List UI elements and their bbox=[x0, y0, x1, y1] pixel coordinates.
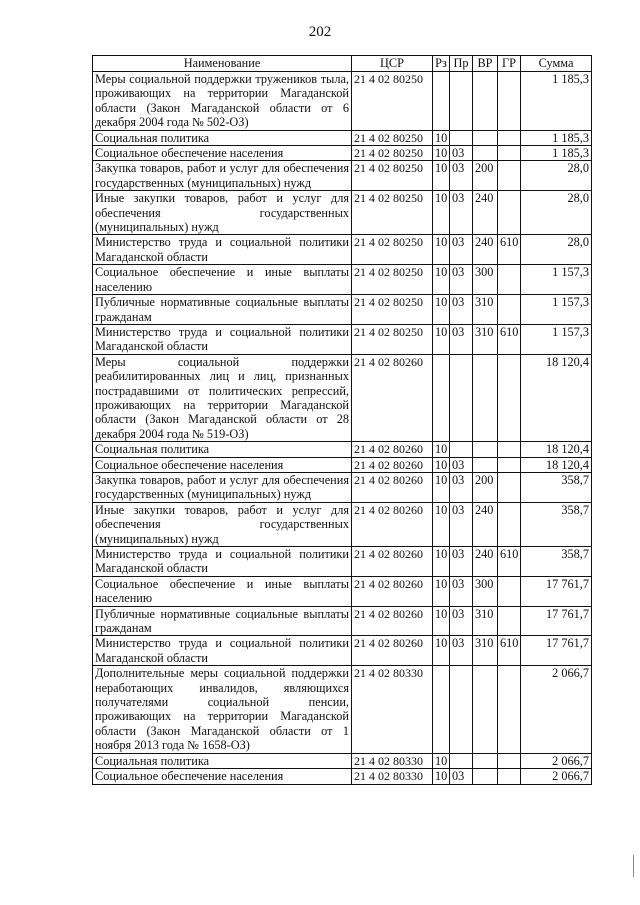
cell-sum: 358,7 bbox=[521, 472, 592, 502]
cell-name: Иные закупки товаров, работ и услуг для обеспечения государственных (муниципальных) нужд bbox=[93, 502, 352, 546]
header-name: Наименование bbox=[93, 56, 352, 72]
cell-gr bbox=[498, 442, 521, 457]
cell-gr bbox=[498, 265, 521, 295]
cell-csr: 21 4 02 80250 bbox=[352, 191, 433, 235]
cell-name: Социальная политика bbox=[93, 753, 352, 768]
cell-gr bbox=[498, 457, 521, 472]
header-csr: ЦСР bbox=[352, 56, 433, 72]
cell-gr bbox=[498, 146, 521, 161]
cell-sum: 28,0 bbox=[521, 191, 592, 235]
cell-gr bbox=[498, 502, 521, 546]
table-body bbox=[93, 72, 592, 785]
table-row bbox=[93, 502, 592, 546]
cell-csr: 21 4 02 80260 bbox=[352, 636, 433, 666]
cell-csr: 21 4 02 80260 bbox=[352, 354, 433, 441]
cell-rz: 10 bbox=[433, 161, 450, 191]
cell-pr: 03 bbox=[450, 191, 473, 235]
table-row bbox=[93, 130, 592, 145]
cell-rz: 10 bbox=[433, 265, 450, 295]
cell-vr: 240 bbox=[473, 547, 498, 577]
cell-name: Министерство труда и социальной политики Магаданской области bbox=[93, 636, 352, 666]
cell-pr: 03 bbox=[450, 576, 473, 606]
table-header bbox=[93, 56, 592, 72]
table-row bbox=[93, 324, 592, 354]
cell-name: Социальное обеспечение населения bbox=[93, 146, 352, 161]
cell-rz: 10 bbox=[433, 324, 450, 354]
cell-rz: 10 bbox=[433, 636, 450, 666]
cell-gr bbox=[498, 769, 521, 784]
cell-rz bbox=[433, 354, 450, 441]
cell-vr bbox=[473, 354, 498, 441]
cell-sum: 18 120,4 bbox=[521, 457, 592, 472]
table-row bbox=[93, 547, 592, 577]
table-row bbox=[93, 235, 592, 265]
cell-name: Социальное обеспечение и иные выплаты населению bbox=[93, 265, 352, 295]
cell-vr: 310 bbox=[473, 295, 498, 325]
cell-sum: 2 066,7 bbox=[521, 769, 592, 784]
cell-vr: 310 bbox=[473, 636, 498, 666]
cell-name: Закупка товаров, работ и услуг для обеспечения государственных (муниципальных) нужд bbox=[93, 472, 352, 502]
cell-gr: 610 bbox=[498, 235, 521, 265]
cell-rz bbox=[433, 72, 450, 131]
cell-gr bbox=[498, 191, 521, 235]
cell-name: Закупка товаров, работ и услуг для обеспечения государственных (муниципальных) нужд bbox=[93, 161, 352, 191]
cell-csr: 21 4 02 80330 bbox=[352, 769, 433, 784]
cell-name: Меры социальной поддержки тружеников тыла, проживающих на территории Магаданской области (Закон Магаданской области от 6 декабря 2004 года № 502-ОЗ) bbox=[93, 72, 352, 131]
table-row bbox=[93, 769, 592, 784]
table-row bbox=[93, 146, 592, 161]
cell-rz: 10 bbox=[433, 753, 450, 768]
cell-vr: 310 bbox=[473, 324, 498, 354]
cell-vr bbox=[473, 753, 498, 768]
cell-pr: 03 bbox=[450, 769, 473, 784]
cell-gr bbox=[498, 295, 521, 325]
header-gr: ГР bbox=[498, 56, 521, 72]
cell-name: Министерство труда и социальной политики Магаданской области bbox=[93, 235, 352, 265]
cell-csr: 21 4 02 80250 bbox=[352, 130, 433, 145]
cell-pr: 03 bbox=[450, 606, 473, 636]
budget-table bbox=[92, 55, 592, 785]
cell-pr: 03 bbox=[450, 146, 473, 161]
cell-sum: 18 120,4 bbox=[521, 442, 592, 457]
cell-rz: 10 bbox=[433, 235, 450, 265]
cell-name: Министерство труда и социальной политики Магаданской области bbox=[93, 547, 352, 577]
table-row bbox=[93, 295, 592, 325]
cell-csr: 21 4 02 80260 bbox=[352, 576, 433, 606]
table-row bbox=[93, 636, 592, 666]
cell-sum: 1 185,3 bbox=[521, 130, 592, 145]
scan-edge-mark bbox=[633, 855, 634, 877]
table-row bbox=[93, 753, 592, 768]
cell-gr bbox=[498, 130, 521, 145]
cell-name: Социальная политика bbox=[93, 442, 352, 457]
cell-vr: 200 bbox=[473, 161, 498, 191]
cell-name: Министерство труда и социальной политики Магаданской области bbox=[93, 324, 352, 354]
cell-gr: 610 bbox=[498, 636, 521, 666]
cell-pr: 03 bbox=[450, 235, 473, 265]
cell-csr: 21 4 02 80250 bbox=[352, 295, 433, 325]
cell-sum: 1 157,3 bbox=[521, 324, 592, 354]
cell-rz: 10 bbox=[433, 547, 450, 577]
cell-gr bbox=[498, 606, 521, 636]
header-vr: ВР bbox=[473, 56, 498, 72]
cell-pr: 03 bbox=[450, 547, 473, 577]
cell-gr: 610 bbox=[498, 324, 521, 354]
table-row bbox=[93, 191, 592, 235]
cell-pr bbox=[450, 72, 473, 131]
header-rz: Рз bbox=[433, 56, 450, 72]
cell-vr bbox=[473, 130, 498, 145]
table-row bbox=[93, 72, 592, 131]
cell-rz: 10 bbox=[433, 146, 450, 161]
cell-rz: 10 bbox=[433, 191, 450, 235]
header-pr: Пр bbox=[450, 56, 473, 72]
cell-vr: 310 bbox=[473, 606, 498, 636]
cell-vr: 200 bbox=[473, 472, 498, 502]
cell-vr bbox=[473, 442, 498, 457]
cell-csr: 21 4 02 80260 bbox=[352, 502, 433, 546]
cell-vr: 240 bbox=[473, 191, 498, 235]
cell-sum: 17 761,7 bbox=[521, 606, 592, 636]
table-row bbox=[93, 354, 592, 441]
cell-sum: 28,0 bbox=[521, 161, 592, 191]
cell-pr: 03 bbox=[450, 502, 473, 546]
cell-name: Социальное обеспечение населения bbox=[93, 457, 352, 472]
cell-sum: 2 066,7 bbox=[521, 666, 592, 753]
table-row bbox=[93, 606, 592, 636]
cell-sum: 1 185,3 bbox=[521, 72, 592, 131]
cell-pr bbox=[450, 753, 473, 768]
cell-sum: 1 157,3 bbox=[521, 265, 592, 295]
cell-sum: 28,0 bbox=[521, 235, 592, 265]
cell-pr: 03 bbox=[450, 265, 473, 295]
header-sum: Сумма bbox=[521, 56, 592, 72]
cell-name: Социальное обеспечение и иные выплаты населению bbox=[93, 576, 352, 606]
cell-sum: 18 120,4 bbox=[521, 354, 592, 441]
cell-csr: 21 4 02 80260 bbox=[352, 547, 433, 577]
table-row bbox=[93, 161, 592, 191]
cell-rz: 10 bbox=[433, 457, 450, 472]
cell-pr bbox=[450, 666, 473, 753]
cell-csr: 21 4 02 80250 bbox=[352, 235, 433, 265]
cell-rz: 10 bbox=[433, 769, 450, 784]
cell-rz: 10 bbox=[433, 442, 450, 457]
cell-rz: 10 bbox=[433, 130, 450, 145]
cell-csr: 21 4 02 80260 bbox=[352, 442, 433, 457]
table-row bbox=[93, 265, 592, 295]
cell-rz bbox=[433, 666, 450, 753]
cell-name: Меры социальной поддержки реабилитированных лиц и лиц, признанных пострадавшими от политических репрессий, проживающих на территории Магаданской области (Закон Магаданской области от 28 декабря 2004 года № 519-ОЗ) bbox=[93, 354, 352, 441]
cell-vr bbox=[473, 457, 498, 472]
cell-name: Иные закупки товаров, работ и услуг для обеспечения государственных (муниципальных) нужд bbox=[93, 191, 352, 235]
table-row bbox=[93, 457, 592, 472]
cell-gr bbox=[498, 72, 521, 131]
cell-gr bbox=[498, 472, 521, 502]
cell-gr bbox=[498, 161, 521, 191]
cell-sum: 1 157,3 bbox=[521, 295, 592, 325]
cell-vr bbox=[473, 666, 498, 753]
cell-gr bbox=[498, 576, 521, 606]
cell-pr bbox=[450, 442, 473, 457]
cell-name: Социальная политика bbox=[93, 130, 352, 145]
cell-vr: 300 bbox=[473, 576, 498, 606]
cell-vr bbox=[473, 72, 498, 131]
cell-csr: 21 4 02 80250 bbox=[352, 324, 433, 354]
cell-gr bbox=[498, 666, 521, 753]
cell-rz: 10 bbox=[433, 502, 450, 546]
cell-sum: 1 185,3 bbox=[521, 146, 592, 161]
cell-pr: 03 bbox=[450, 324, 473, 354]
cell-csr: 21 4 02 80250 bbox=[352, 72, 433, 131]
cell-vr bbox=[473, 769, 498, 784]
cell-csr: 21 4 02 80250 bbox=[352, 161, 433, 191]
cell-csr: 21 4 02 80260 bbox=[352, 457, 433, 472]
page-number: 202 bbox=[308, 24, 332, 40]
cell-rz: 10 bbox=[433, 295, 450, 325]
cell-rz: 10 bbox=[433, 576, 450, 606]
cell-gr bbox=[498, 753, 521, 768]
cell-vr bbox=[473, 146, 498, 161]
cell-pr: 03 bbox=[450, 636, 473, 666]
table-row bbox=[93, 472, 592, 502]
cell-gr: 610 bbox=[498, 547, 521, 577]
table-row bbox=[93, 666, 592, 753]
cell-csr: 21 4 02 80330 bbox=[352, 753, 433, 768]
cell-pr: 03 bbox=[450, 472, 473, 502]
cell-rz: 10 bbox=[433, 472, 450, 502]
cell-name: Дополнительные меры социальной поддержки неработающих инвалидов, являющихся получателями социальной пенсии, проживающих на территории Магаданской области (Закон Магаданской области от 1 ноября 2013 года № 1658-ОЗ) bbox=[93, 666, 352, 753]
cell-name: Публичные нормативные социальные выплаты гражданам bbox=[93, 606, 352, 636]
cell-name: Публичные нормативные социальные выплаты гражданам bbox=[93, 295, 352, 325]
table-row bbox=[93, 442, 592, 457]
cell-csr: 21 4 02 80260 bbox=[352, 472, 433, 502]
cell-sum: 17 761,7 bbox=[521, 636, 592, 666]
cell-pr bbox=[450, 130, 473, 145]
table-row bbox=[93, 576, 592, 606]
cell-csr: 21 4 02 80260 bbox=[352, 606, 433, 636]
header-row bbox=[93, 56, 592, 72]
cell-gr bbox=[498, 354, 521, 441]
cell-pr: 03 bbox=[450, 295, 473, 325]
cell-sum: 358,7 bbox=[521, 502, 592, 546]
cell-csr: 21 4 02 80330 bbox=[352, 666, 433, 753]
cell-sum: 358,7 bbox=[521, 547, 592, 577]
cell-vr: 240 bbox=[473, 502, 498, 546]
cell-pr: 03 bbox=[450, 161, 473, 191]
cell-csr: 21 4 02 80250 bbox=[352, 146, 433, 161]
cell-pr bbox=[450, 354, 473, 441]
cell-vr: 300 bbox=[473, 265, 498, 295]
cell-csr: 21 4 02 80250 bbox=[352, 265, 433, 295]
cell-sum: 17 761,7 bbox=[521, 576, 592, 606]
cell-vr: 240 bbox=[473, 235, 498, 265]
cell-name: Социальное обеспечение населения bbox=[93, 769, 352, 784]
cell-sum: 2 066,7 bbox=[521, 753, 592, 768]
cell-pr: 03 bbox=[450, 457, 473, 472]
cell-rz: 10 bbox=[433, 606, 450, 636]
